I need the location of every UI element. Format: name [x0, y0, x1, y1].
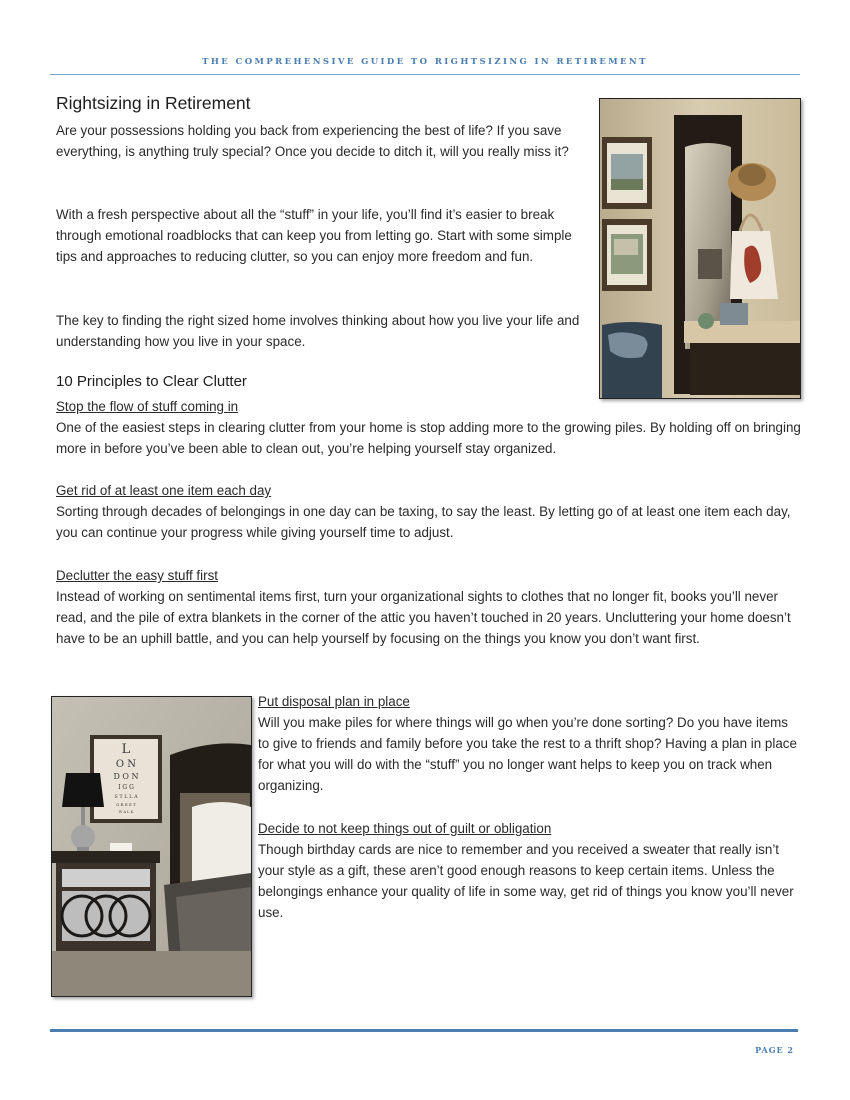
page-title: Rightsizing in Retirement [56, 93, 251, 113]
principle-1 [56, 396, 801, 459]
principle-heading: Get rid of at least one item each day [56, 483, 272, 498]
poster-letter: S T L L A [114, 794, 138, 800]
poster-letter: D O N [113, 772, 139, 781]
principle-2 [56, 480, 801, 543]
poster-letter: W A L K [118, 810, 134, 814]
section-title: 10 Principles to Clear Clutter [56, 373, 247, 390]
bedroom-nightstand-photo [51, 696, 252, 997]
principle-body: Though birthday cards are nice to remember and you received a sweater that really isn’t your style as a gift, these aren’t good enough reasons to keep certain items. Unless the belongings enhance your quality of life in some way, get rid of things you know you’ll never use. [258, 842, 794, 920]
principle-heading: Declutter the easy stuff first [56, 568, 218, 583]
intro-paragraph-2: With a fresh perspective about all the “stuff” in your life, you’ll find it’s easier to break through emotional roadblocks that can keep you from letting go. Start with some simple tips and approaches to reducing clutter, so you can enjoy more freedom and fun. [56, 207, 572, 264]
poster-letter: I G G [118, 784, 134, 791]
principle-4 [258, 691, 798, 796]
principle-body: Will you make piles for where things will go when you’re done sorting? Do you have items to give to friends and family before you take the rest to a thrift shop? Having a plan in place for what you will do with the “stuff” you no longer want helps to keep you on track when organizing. [258, 715, 797, 793]
principle-5 [258, 818, 798, 923]
poster-letter: L [121, 742, 131, 757]
hallway-mirror-photo [599, 98, 801, 399]
intro-paragraph-1: Are your possessions holding you back from experiencing the best of life? If you save everything, is anything truly special? Once you decide to ditch it, will you really miss it? [56, 123, 569, 159]
principle-heading: Decide to not keep things out of guilt or obligation [258, 821, 552, 836]
intro-paragraph-3: The key to finding the right sized home involves thinking about how you live your life and understanding how you live in your space. [56, 313, 580, 349]
running-header: THE COMPREHENSIVE GUIDE TO RIGHTSIZING IN RETIREMENT [202, 57, 648, 67]
principle-body: Instead of working on sentimental items first, turn your organizational sights to clothes that no longer fit, books you’ll never read, and the pile of extra blankets in the corner of the attic you haven’t touched in 20 years. Uncluttering your home doesn’t have to be an uphill battle, and you can help yourself by focusing on the things you know you don’t want first. [56, 589, 791, 646]
principle-3 [56, 565, 801, 649]
header-rule [50, 74, 800, 75]
principle-body: Sorting through decades of belongings in one day can be taxing, to say the least. By letting go of at least one item each day, you can continue your progress while giving yourself time to adjust. [56, 504, 791, 540]
principle-heading: Stop the flow of stuff coming in [56, 399, 239, 414]
footer-rule [50, 1029, 798, 1032]
poster-letter: G R E E T [116, 802, 136, 807]
page-number: PAGE 2 [755, 1045, 794, 1055]
poster-letter: O N [115, 759, 137, 770]
principle-body: One of the easiest steps in clearing clutter from your home is stop adding more to the growing piles. By holding off on bringing more in before you’ve been able to clean out, you’re helping yourself stay organized. [56, 420, 801, 456]
principle-heading: Put disposal plan in place [258, 694, 410, 709]
